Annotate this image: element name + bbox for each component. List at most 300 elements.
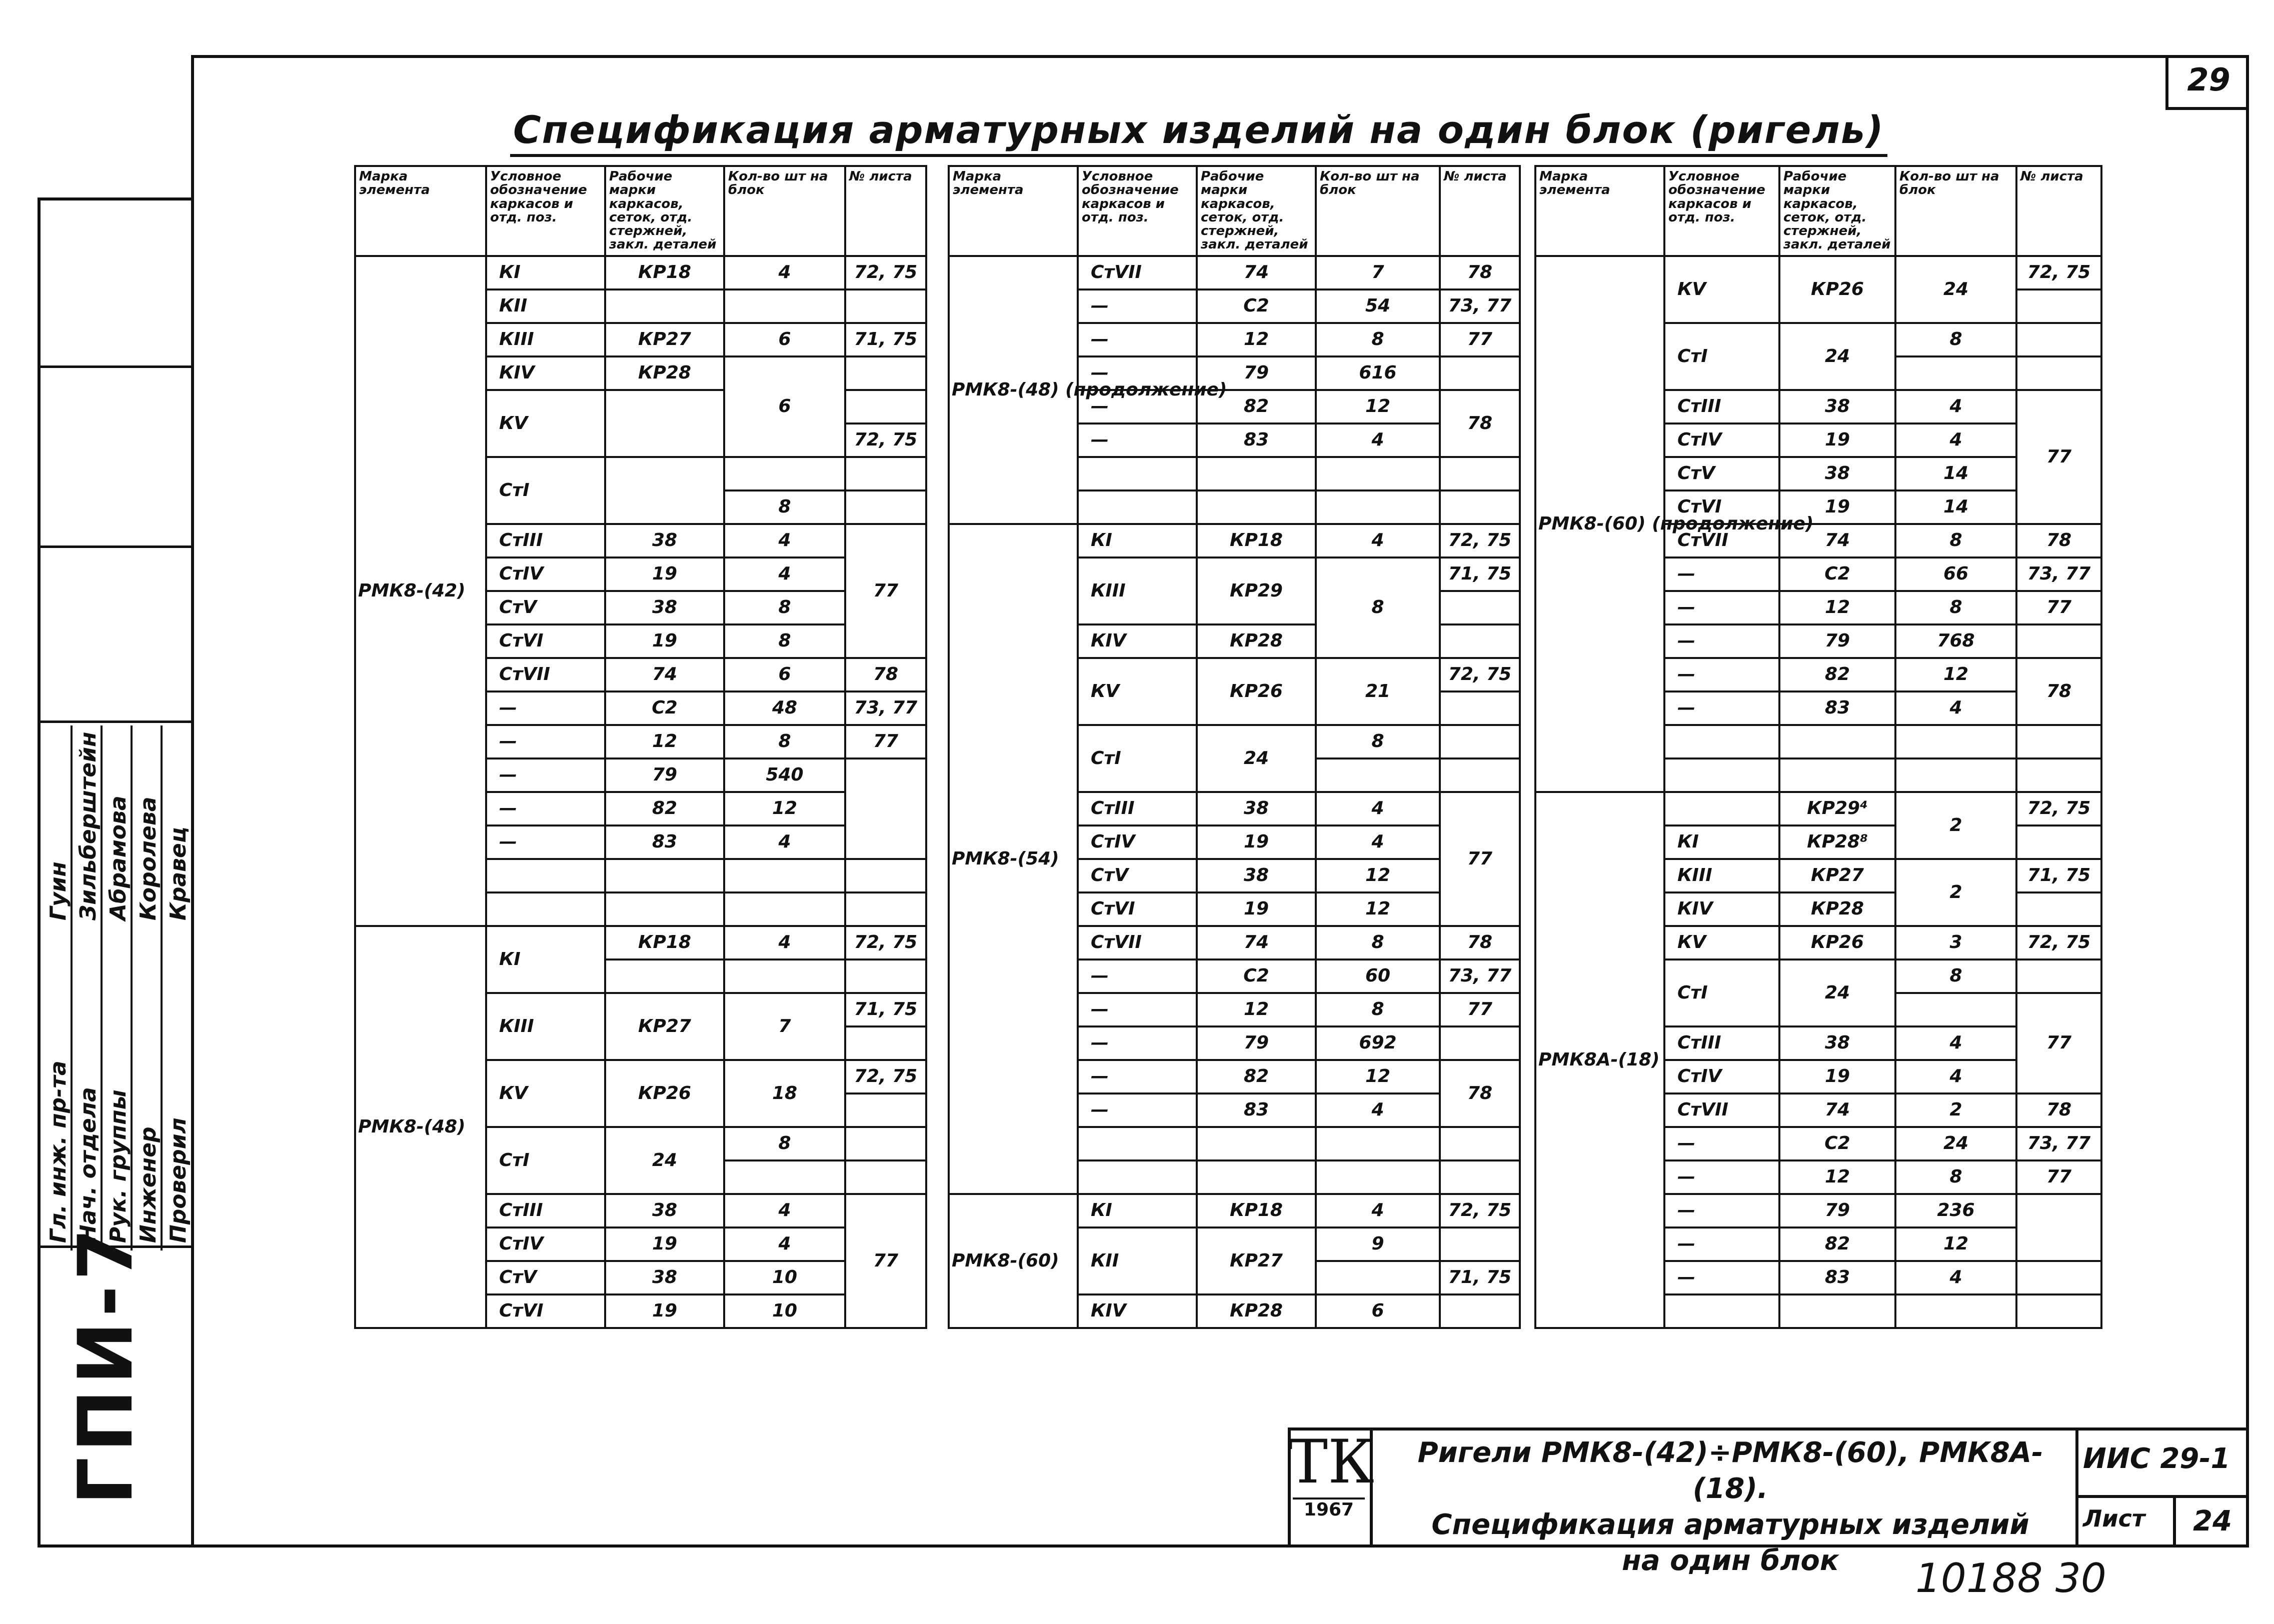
working-mark-cell [605, 859, 724, 892]
sheet-cell: 71, 75 [2016, 859, 2101, 892]
sheet-cell: 78 [2016, 658, 2101, 725]
strip-divider [41, 546, 191, 548]
quantity-cell: 60 [1316, 960, 1440, 993]
sheet-cell: 72, 75 [845, 1060, 926, 1094]
quantity-cell: 4 [1895, 424, 2016, 457]
quantity-cell: 4 [1895, 1261, 2016, 1294]
designation-cell: — [486, 692, 605, 725]
element-mark: РМК8А-(18) [1535, 792, 1664, 1328]
stamp-line-3: на один блок [1622, 1544, 1839, 1577]
designation-cell: КIII [1078, 558, 1197, 624]
quantity-cell: 4 [1316, 792, 1440, 826]
quantity-cell: 4 [724, 826, 845, 859]
working-mark-cell: КР26 [1197, 658, 1316, 725]
sheet-cell: 72, 75 [2016, 792, 2101, 826]
table-row [355, 926, 926, 960]
quantity-cell: 4 [1316, 1094, 1440, 1127]
designation-cell: — [1664, 692, 1779, 725]
quantity-cell: 18 [724, 1060, 845, 1127]
tk-logo-letters: ТК [1288, 1428, 1374, 1497]
name-2: Зильберштейн [76, 732, 101, 920]
quantity-cell: 12 [724, 792, 845, 826]
spec-table-2 [948, 165, 1521, 1329]
designation-cell: — [1664, 591, 1779, 624]
sheet-cell [1440, 356, 1520, 390]
designation-cell: СтVI [1078, 892, 1197, 926]
header-mark: Марка элемента [1535, 166, 1664, 256]
sheet-cell: 71, 75 [1440, 558, 1520, 591]
quantity-cell: 4 [1316, 424, 1440, 457]
quantity-cell [1895, 758, 2016, 792]
table-row [1535, 256, 2101, 290]
designation-cell: СтI [1664, 323, 1779, 390]
working-mark-cell: 38 [605, 524, 724, 558]
working-mark-cell [1779, 758, 1895, 792]
working-mark-cell: КР18 [1197, 524, 1316, 558]
sheet-cell [1440, 1127, 1520, 1160]
quantity-cell: 6 [724, 658, 845, 692]
strip-divider [41, 720, 191, 723]
role-3: Рук. группы [106, 1090, 131, 1243]
designation-cell: СтV [486, 591, 605, 624]
quantity-cell: 8 [724, 1127, 845, 1160]
sheet-cell: 78 [2016, 1094, 2101, 1127]
sheet-cell: 73, 77 [845, 692, 926, 725]
designation-cell: СтI [486, 457, 605, 524]
header-working: Рабочие марки каркасов, сеток, отд. стержней, закл. деталей [1779, 166, 1895, 256]
working-mark-cell [1197, 490, 1316, 524]
designation-cell: КIV [1664, 892, 1779, 926]
working-mark-cell: С2 [1779, 1127, 1895, 1160]
sheet-cell: 71, 75 [845, 323, 926, 356]
sheet-cell [845, 1127, 926, 1160]
quantity-cell [1316, 457, 1440, 490]
working-mark-cell: 74 [1779, 524, 1895, 558]
quantity-cell: 12 [1316, 1060, 1440, 1094]
header-working: Рабочие марки каркасов, сеток, отд. стержней, закл. деталей [1197, 166, 1316, 256]
working-mark-cell: КР28 [1197, 624, 1316, 658]
designation-cell: — [1664, 1194, 1779, 1228]
quantity-cell: 4 [724, 524, 845, 558]
sheet-cell: 78 [1440, 926, 1520, 960]
working-mark-cell: 79 [1197, 356, 1316, 390]
working-mark-cell: КР29⁴ [1779, 792, 1895, 826]
sheet-cell: 73, 77 [2016, 558, 2101, 591]
designation-cell [1664, 792, 1779, 826]
working-mark-cell: КР27 [605, 993, 724, 1060]
working-mark-cell [1197, 1127, 1316, 1160]
working-mark-cell [605, 892, 724, 926]
quantity-cell [1316, 1127, 1440, 1160]
quantity-cell: 4 [1316, 524, 1440, 558]
table-row [949, 524, 1520, 558]
sheet-cell [845, 960, 926, 993]
working-mark-cell: 79 [605, 758, 724, 792]
quantity-cell: 24 [1895, 1127, 2016, 1160]
working-mark-cell [605, 290, 724, 323]
designation-cell: КV [486, 1060, 605, 1127]
quantity-cell: 4 [724, 1194, 845, 1228]
working-mark-cell: 74 [1197, 256, 1316, 290]
table-row [949, 256, 1520, 290]
sheet-cell: 77 [1440, 792, 1520, 926]
sheet-cell [1440, 490, 1520, 524]
sheet-cell [845, 490, 926, 524]
role-4: Инженер [136, 1126, 161, 1243]
quantity-cell: 8 [1316, 926, 1440, 960]
sheet-cell [1440, 624, 1520, 658]
designation-cell: СтIV [1078, 826, 1197, 859]
working-mark-cell: 83 [605, 826, 724, 859]
quantity-cell [724, 960, 845, 993]
designation-cell: КIV [1078, 1294, 1197, 1328]
designation-cell [1664, 1294, 1779, 1328]
working-mark-cell: 83 [1779, 692, 1895, 725]
working-mark-cell: 82 [605, 792, 724, 826]
quantity-cell: 2 [1895, 859, 2016, 926]
designation-cell: — [1078, 424, 1197, 457]
designation-cell: СтVI [1664, 490, 1779, 524]
designation-cell: СтIII [1664, 1026, 1779, 1060]
sheet-cell [1440, 1026, 1520, 1060]
quantity-cell: 48 [724, 692, 845, 725]
designation-cell: СтIII [1664, 390, 1779, 424]
sheet-cell [2016, 356, 2101, 390]
working-mark-cell: КР28 [605, 356, 724, 390]
header-mark: Марка элемента [355, 166, 486, 256]
sheet-cell: 71, 75 [845, 993, 926, 1026]
working-mark-cell [605, 457, 724, 524]
sheet-cell [2016, 290, 2101, 323]
sheet-cell: 72, 75 [2016, 256, 2101, 290]
sheet-cell [845, 1160, 926, 1194]
sheet-cell: 77 [845, 725, 926, 758]
quantity-cell: 12 [1316, 892, 1440, 926]
designation-cell: — [1078, 290, 1197, 323]
quantity-cell: 768 [1895, 624, 2016, 658]
name-4: Королева [136, 796, 161, 920]
designation-cell: СтIII [486, 1194, 605, 1228]
header-sheet: № листа [1440, 166, 1520, 256]
designation-cell: СтVII [1664, 524, 1779, 558]
name-5: Кравец [166, 826, 191, 920]
quantity-cell: 2 [1895, 1094, 2016, 1127]
sheet-cell [845, 457, 926, 490]
working-mark-cell: КР26 [605, 1060, 724, 1127]
header-designation: Условное обозначение каркасов и отд. поз. [1664, 166, 1779, 256]
quantity-cell: 8 [1895, 323, 2016, 356]
working-mark-cell: 12 [1197, 993, 1316, 1026]
sheet-cell [1440, 1228, 1520, 1261]
element-mark: РМК8-(60) (продолжение) [1535, 256, 1664, 792]
quantity-cell: 24 [1895, 256, 2016, 323]
quantity-cell: 7 [1316, 256, 1440, 290]
working-mark-cell: 38 [605, 1194, 724, 1228]
sheet-cell [2016, 758, 2101, 792]
sheet-cell: 77 [1440, 323, 1520, 356]
designation-cell: КIII [486, 993, 605, 1060]
designation-cell: КI [1078, 1194, 1197, 1228]
working-mark-cell: КР27 [1197, 1228, 1316, 1294]
designation-cell [1078, 1160, 1197, 1194]
working-mark-cell: 19 [1197, 826, 1316, 859]
quantity-cell: 54 [1316, 290, 1440, 323]
working-mark-cell: 38 [1779, 390, 1895, 424]
quantity-cell [724, 457, 845, 490]
quantity-cell [1316, 1261, 1440, 1294]
working-mark-cell: С2 [605, 692, 724, 725]
quantity-cell: 616 [1316, 356, 1440, 390]
quantity-cell [724, 892, 845, 926]
working-mark-cell: 38 [605, 591, 724, 624]
sheet-cell: 78 [1440, 256, 1520, 290]
quantity-cell: 14 [1895, 490, 2016, 524]
name-1: Гуин [46, 862, 71, 920]
designation-cell: СтVI [486, 1294, 605, 1328]
quantity-cell: 692 [1316, 1026, 1440, 1060]
stamp-sheet-number: 24 [2173, 1498, 2249, 1548]
designation-cell: — [1078, 356, 1197, 390]
sheet-cell [845, 758, 926, 859]
working-mark-cell [605, 960, 724, 993]
quantity-cell: 8 [724, 624, 845, 658]
working-mark-cell: 12 [1779, 591, 1895, 624]
working-mark-cell: 19 [1779, 490, 1895, 524]
designation-cell: КV [1078, 658, 1197, 725]
quantity-cell [1895, 1294, 2016, 1328]
sheet-cell: 73, 77 [2016, 1127, 2101, 1160]
quantity-cell [1895, 993, 2016, 1026]
tk-year: 1967 [1293, 1498, 1365, 1520]
stamp-line-1: Ригели РМК8-(42)÷РМК8-(60), РМК8А-(18). [1417, 1436, 2043, 1505]
quantity-cell: 540 [724, 758, 845, 792]
designation-cell [1664, 758, 1779, 792]
quantity-cell: 4 [724, 558, 845, 591]
working-mark-cell: КР26 [1779, 926, 1895, 960]
designation-cell: КI [486, 256, 605, 290]
quantity-cell [1316, 1160, 1440, 1194]
quantity-cell: 4 [724, 1228, 845, 1261]
role-5: Проверил [166, 1118, 191, 1243]
sheet-cell [845, 356, 926, 390]
sheet-cell: 78 [2016, 524, 2101, 558]
working-mark-cell: С2 [1197, 960, 1316, 993]
working-mark-cell: 24 [605, 1127, 724, 1194]
header-qty: Кол-во шт на блок [1895, 166, 2016, 256]
designation-cell: — [1664, 658, 1779, 692]
working-mark-cell: 83 [1197, 1094, 1316, 1127]
designation-cell: — [1664, 1127, 1779, 1160]
working-mark-cell [1197, 457, 1316, 490]
sheet-cell: 71, 75 [1440, 1261, 1520, 1294]
sheet-cell: 73, 77 [1440, 290, 1520, 323]
sheet-cell: 77 [845, 524, 926, 658]
working-mark-cell: КР28⁸ [1779, 826, 1895, 859]
stamp-line-2: Спецификация арматурных изделий [1431, 1508, 2029, 1541]
designation-cell: — [1664, 624, 1779, 658]
sheet-cell [2016, 1261, 2101, 1294]
designation-cell: СтV [1664, 457, 1779, 490]
working-mark-cell: КР18 [605, 256, 724, 290]
designation-cell: — [1664, 1261, 1779, 1294]
stamp-code: ИИС 29-1 [2083, 1442, 2230, 1475]
spec-table-3 [1534, 165, 2102, 1329]
working-mark-cell: 19 [1779, 424, 1895, 457]
working-mark-cell: 82 [1197, 390, 1316, 424]
designation-cell: КIII [1664, 859, 1779, 892]
working-mark-cell: 79 [1779, 1194, 1895, 1228]
designation-cell: СтVII [1664, 1094, 1779, 1127]
quantity-cell [1316, 758, 1440, 792]
sheet-cell: 77 [2016, 1160, 2101, 1194]
sheet-cell [2016, 624, 2101, 658]
quantity-cell: 8 [1895, 591, 2016, 624]
designation-cell: СтIV [486, 558, 605, 591]
quantity-cell: 8 [724, 591, 845, 624]
working-mark-cell: С2 [1779, 558, 1895, 591]
working-mark-cell: 38 [1197, 859, 1316, 892]
designation-cell: СтI [1664, 960, 1779, 1026]
element-mark: РМК8-(42) [355, 256, 486, 926]
quantity-cell: 8 [1895, 524, 2016, 558]
designation-cell: — [1078, 390, 1197, 424]
designation-cell: КIV [486, 356, 605, 390]
page-title: Спецификация арматурных изделий на один блок (ригель) [510, 108, 1887, 157]
quantity-cell: 12 [1895, 658, 2016, 692]
designation-cell: СтVII [486, 658, 605, 692]
quantity-cell [1895, 356, 2016, 390]
role-1: Гл. инж. пр-та [46, 1060, 71, 1243]
working-mark-cell [1197, 1160, 1316, 1194]
working-mark-cell: КР26 [1779, 256, 1895, 323]
sheet-cell [845, 1094, 926, 1127]
quantity-cell [724, 290, 845, 323]
quantity-cell: 4 [724, 256, 845, 290]
header-designation: Условное обозначение каркасов и отд. поз. [486, 166, 605, 256]
sheet-cell: 78 [845, 658, 926, 692]
sheet-cell [1440, 758, 1520, 792]
working-mark-cell: 82 [1779, 658, 1895, 692]
working-mark-cell: 82 [1197, 1060, 1316, 1094]
sheet-cell [1440, 725, 1520, 758]
designation-cell: СтIV [1664, 424, 1779, 457]
working-mark-cell: 74 [1779, 1094, 1895, 1127]
quantity-cell [1316, 490, 1440, 524]
quantity-cell: 4 [1316, 1194, 1440, 1228]
quantity-cell: 2 [1895, 792, 2016, 859]
designation-cell: КI [486, 926, 605, 993]
quantity-cell: 14 [1895, 457, 2016, 490]
designation-cell: СтVII [1078, 926, 1197, 960]
designation-cell: КV [1664, 926, 1779, 960]
quantity-cell: 4 [1895, 1060, 2016, 1094]
quantity-cell: 4 [1895, 390, 2016, 424]
designation-cell: КII [486, 290, 605, 323]
working-mark-cell [605, 390, 724, 457]
table-row [1535, 792, 2101, 826]
working-mark-cell: 83 [1779, 1261, 1895, 1294]
sheet-cell: 72, 75 [1440, 524, 1520, 558]
side-code: ГПИ-7 [63, 1223, 150, 1505]
quantity-cell: 6 [724, 356, 845, 457]
designation-cell: КIII [486, 323, 605, 356]
designation-cell [1078, 1127, 1197, 1160]
working-mark-cell: КР28 [1779, 892, 1895, 926]
designation-cell: СтIII [1078, 792, 1197, 826]
sheet-cell [2016, 1294, 2101, 1328]
working-mark-cell: 38 [1779, 1026, 1895, 1060]
archive-number: 10188 30 [1915, 1555, 2106, 1602]
designation-cell [1078, 490, 1197, 524]
table-row [949, 1194, 1520, 1228]
header-mark: Марка элемента [949, 166, 1078, 256]
working-mark-cell: 79 [1779, 624, 1895, 658]
working-mark-cell: 19 [1779, 1060, 1895, 1094]
designation-cell: СтIV [486, 1228, 605, 1261]
working-mark-cell: 12 [1197, 323, 1316, 356]
working-mark-cell: 19 [605, 624, 724, 658]
quantity-cell [724, 1160, 845, 1194]
sheet-cell: 72, 75 [1440, 1194, 1520, 1228]
tk-logo [1288, 1428, 1373, 1548]
quantity-cell [724, 859, 845, 892]
working-mark-cell: 12 [605, 725, 724, 758]
sheet-cell [2016, 826, 2101, 859]
designation-cell: — [1078, 1094, 1197, 1127]
working-mark-cell: 12 [1779, 1160, 1895, 1194]
sheet-cell [2016, 1194, 2101, 1261]
working-mark-cell: 24 [1197, 725, 1316, 792]
designation-cell: СтI [1078, 725, 1197, 792]
quantity-cell: 8 [724, 725, 845, 758]
role-2: Нач. отдела [76, 1087, 101, 1243]
designation-cell: — [1664, 1228, 1779, 1261]
working-mark-cell: КР29 [1197, 558, 1316, 624]
element-mark: РМК8-(60) [949, 1194, 1078, 1328]
quantity-cell: 6 [1316, 1294, 1440, 1328]
quantity-cell: 4 [1316, 826, 1440, 859]
quantity-cell [1895, 725, 2016, 758]
working-mark-cell: 19 [1197, 892, 1316, 926]
sheet-cell [1440, 1294, 1520, 1328]
designation-cell: СтVI [486, 624, 605, 658]
header-qty: Кол-во шт на блок [1316, 166, 1440, 256]
name-3: Абрамова [106, 796, 131, 920]
quantity-cell: 4 [724, 926, 845, 960]
sheet-cell: 77 [845, 1194, 926, 1328]
working-mark-cell: КР28 [1197, 1294, 1316, 1328]
working-mark-cell: 82 [1779, 1228, 1895, 1261]
quantity-cell: 10 [724, 1294, 845, 1328]
strip-divider [41, 366, 191, 368]
stamp-sheet-label: Лист [2083, 1505, 2145, 1532]
quantity-cell: 7 [724, 993, 845, 1060]
quantity-cell: 66 [1895, 558, 2016, 591]
page-number: 29 [2165, 55, 2249, 110]
working-mark-cell: 79 [1197, 1026, 1316, 1060]
working-mark-cell [1779, 1294, 1895, 1328]
sheet-cell [1440, 457, 1520, 490]
designation-cell: КI [1664, 826, 1779, 859]
sheet-cell [2016, 960, 2101, 993]
working-mark-cell: 38 [1779, 457, 1895, 490]
designation-cell: СтV [1078, 859, 1197, 892]
quantity-cell: 21 [1316, 658, 1440, 725]
quantity-cell: 9 [1316, 1228, 1440, 1261]
sheet-cell: 77 [1440, 993, 1520, 1026]
quantity-cell: 12 [1316, 859, 1440, 892]
quantity-cell: 3 [1895, 926, 2016, 960]
